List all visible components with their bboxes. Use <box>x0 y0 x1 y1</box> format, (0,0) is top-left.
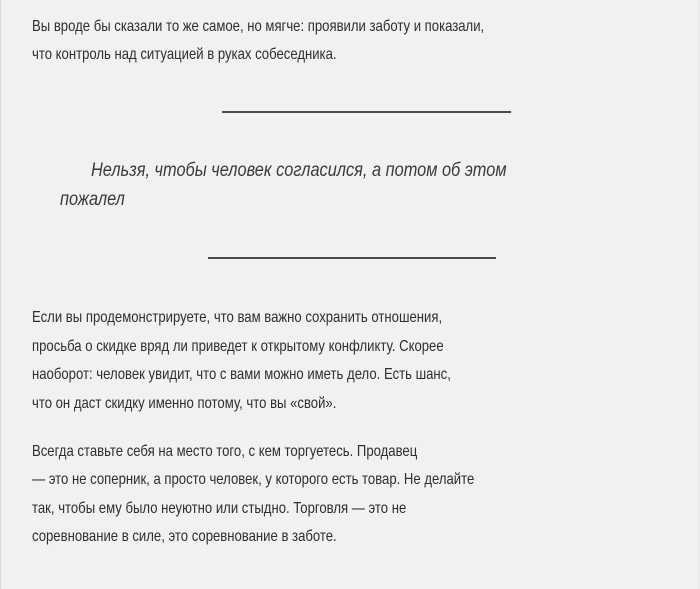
quote-bottom-divider <box>208 257 496 259</box>
quote-top-divider <box>222 111 511 113</box>
pull-quote-line: пожалел <box>60 189 125 210</box>
paragraph-line: Вы вроде бы сказали то же самое, но мягче: проявили заботу и показали, <box>32 18 485 35</box>
paragraph-line: наоборот: человек увидит, что с вами можно иметь дело. Есть шанс, <box>32 366 451 383</box>
pull-quote-line: Нельзя, чтобы человек согласился, а потом об этом <box>91 160 507 181</box>
paragraph-line: так, чтобы ему было неуютно или стыдно. Торговля — это не <box>32 500 407 517</box>
paragraph-line: что он даст скидку именно потому, что вы «свой». <box>32 395 337 412</box>
paragraph-line: соревнование в силе, это соревнование в заботе. <box>32 528 337 545</box>
paragraph-line: что контроль над ситуацией в руках собеседника. <box>32 46 337 63</box>
paragraph-line: — это не соперник, а просто человек, у которого есть товар. Не делайте <box>32 471 475 488</box>
paragraph-line: Если вы продемонстрируете, что вам важно сохранить отношения, <box>32 309 443 326</box>
paragraph-line: просьба о скидке вряд ли приведет к открытому конфликту. Скорее <box>32 338 444 355</box>
paragraph-line: Всегда ставьте себя на место того, с кем торгуетесь. Продавец <box>32 443 418 460</box>
